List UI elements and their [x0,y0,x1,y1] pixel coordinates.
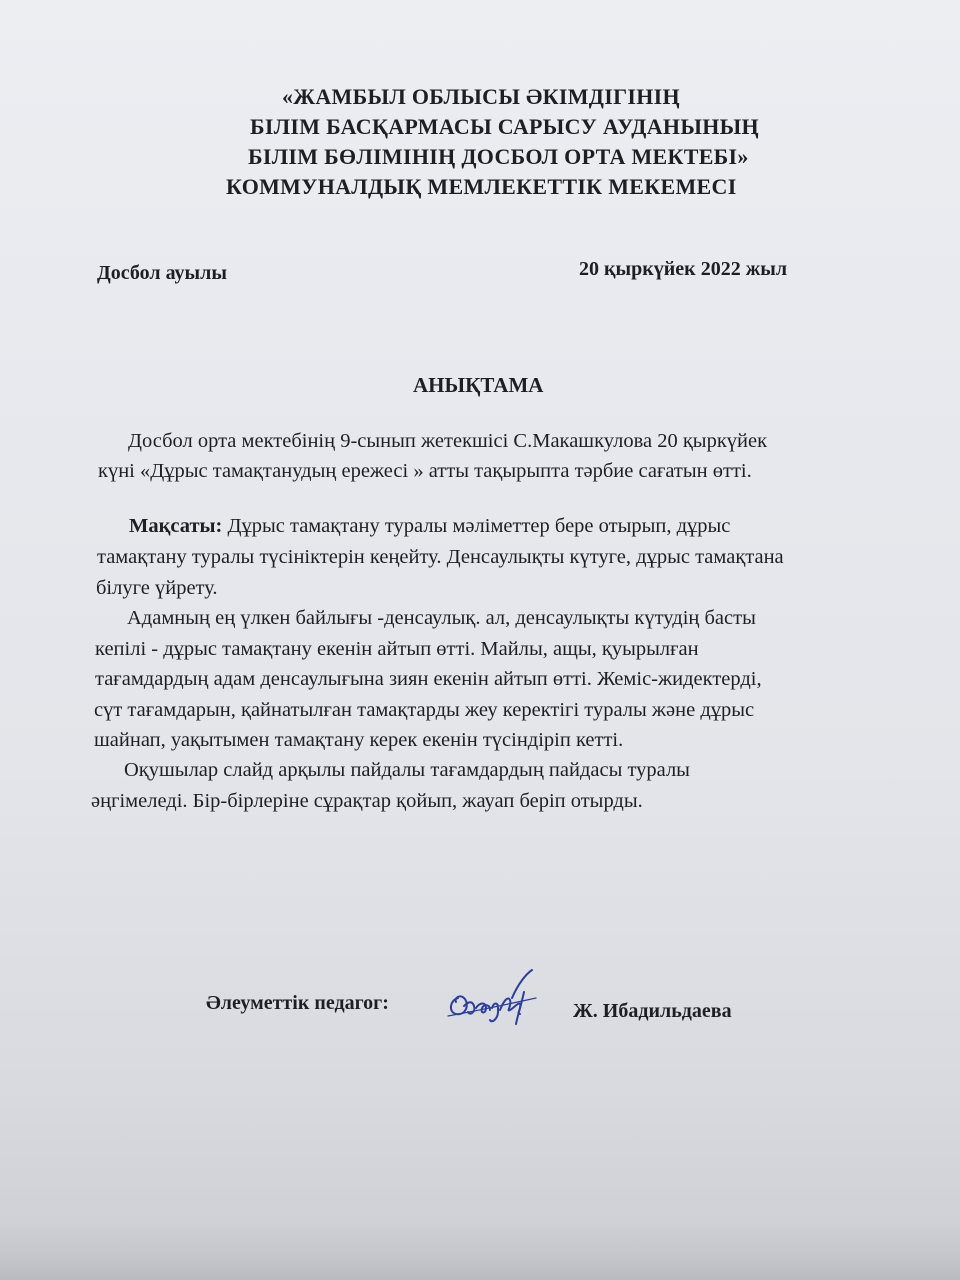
health-line-5: шайнап, уақытымен тамақтану керек екенін түсіндіріп кетті. [94,729,624,751]
header-line-4: КОММУНАЛДЫҚ МЕМЛЕКЕТТІК МЕКЕМЕСІ [226,174,737,199]
health-line-4: сүт тағамдарын, қайнатылған тамақтарды жеу керектігі туралы және дұрыс [94,699,755,721]
header-line-1: «ЖАМБЫЛ ОБЛЫСЫ ӘКІМДІГІНІҢ [282,84,680,109]
signer-name: Ж. Ибадильдаева [573,1000,732,1022]
goal-line-3: білуге үйрету. [96,577,218,599]
goal-label: Мақсаты: [129,515,223,537]
intro-line-2: күні «Дұрыс тамақтанудың ережесі » атты тақырыпта тәрбие сағатын өтті. [98,460,752,482]
signer-position: Әлеуметтік педагог: [206,992,389,1014]
intro-line-1: Досбол орта мектебінің 9-сынып жетекшісі С.Макашкулова 20 қыркүйек [128,430,768,452]
header-line-3: БІЛІМ БӨЛІМІНІҢ ДОСБОЛ ОРТА МЕКТЕБІ» [248,144,749,169]
goal-text-start: Дұрыс тамақтану туралы мәліметтер бере отырып, дұрыс [222,515,731,537]
place-name: Досбол ауылы [97,262,228,284]
health-line-1: Адамның ең үлкен байлығы -денсаулық. ал, денсаулықты күтудің басты [127,607,756,629]
document-date: 20 қыркүйек 2022 жыл [579,258,788,280]
students-line-1: Оқушылар слайд арқылы пайдалы тағамдардың пайдасы туралы [124,759,690,781]
handwritten-signature [440,962,550,1042]
health-line-3: тағамдардың адам денсаулығына зиян екенін айтып өтті. Жеміс-жидектерді, [95,668,762,690]
students-line-2: әңгімеледі. Бір-бірлеріне сұрақтар қойып, жауап беріп отырды. [91,790,643,812]
health-line-2: кепілі - дұрыс тамақтану екенін айтып өтті. Майлы, ащы, қуырылған [95,638,699,660]
document-title: АНЫҚТАМА [413,373,544,397]
goal-line-1 [129,515,730,538]
goal-line-2: тамақтану туралы түсініктерін кеңейту. Денсаулықты күтуге, дұрыс тамақтана [97,546,784,568]
page-shadow-edge [0,1222,960,1280]
header-line-2: БІЛІМ БАСҚАРМАСЫ САРЫСУ АУДАНЫНЫҢ [250,114,759,139]
